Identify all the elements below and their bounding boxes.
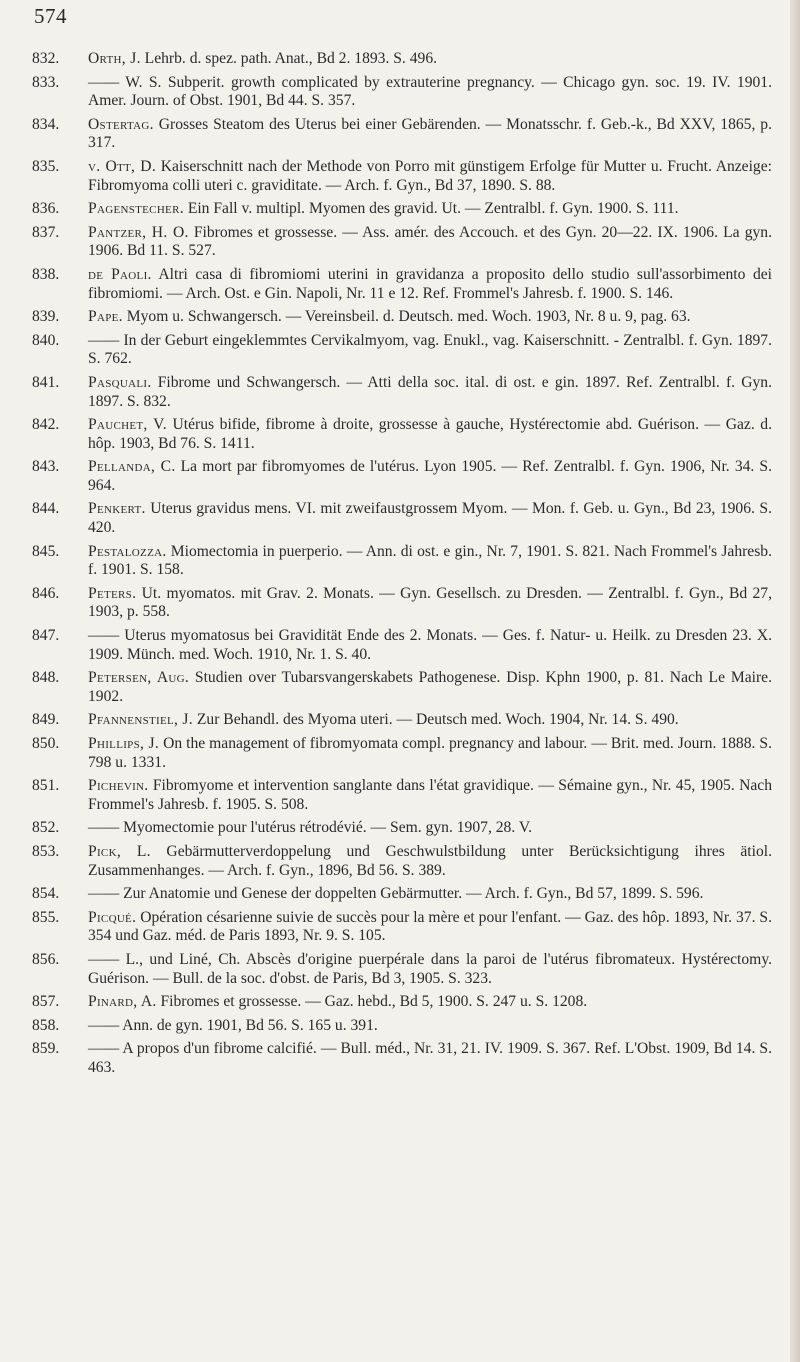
entry-number: 832. — [32, 50, 60, 67]
entry-number: 845. — [32, 542, 60, 560]
entry-author: Pestalozza. — [88, 542, 167, 560]
entry-text — [88, 308, 772, 327]
entry-author: Pagenstecher. — [88, 200, 184, 218]
entry-number: 843. — [32, 458, 60, 476]
entry-text — [88, 627, 772, 664]
bibliography-entry — [32, 332, 772, 369]
bibliography-entry — [32, 1017, 772, 1036]
bibliography-entry — [32, 1040, 772, 1077]
entry-author: Pinard, A. — [88, 993, 157, 1011]
entry-number: 858. — [32, 1016, 60, 1034]
entry-citation: Zur Behandl. des Myoma uteri. — Deutsch med. Woch. 1904, Nr. 14. S. 490. — [192, 711, 679, 729]
bibliography-entry — [32, 909, 772, 946]
entry-text — [88, 200, 772, 219]
entry-citation: —— Ann. de gyn. 1901, Bd 56. S. 165 u. 391. — [88, 1016, 378, 1034]
bibliography-entry — [32, 885, 772, 904]
entry-text — [88, 735, 772, 772]
entry-author: Pichevin. — [88, 777, 149, 795]
bibliography-entry — [32, 374, 772, 411]
entry-number: 838. — [32, 265, 60, 283]
entry-citation: —— W. S. Subperit. growth complicated by extrauterine pregnancy. — Chicago gyn. soc. 19. IV. 1901. Amer. Journ. of Obst. 1901, Bd 44. S. 357. — [88, 73, 772, 110]
bibliography-entry — [32, 74, 772, 111]
entry-citation: La mort par fibromyomes de l'utérus. Lyon 1905. — Ref. Zentralbl. f. Gyn. 1906, Nr. 34. S. 964. — [88, 458, 772, 494]
entry-citation: Studien over Tubarsvangerskabets Pathogenese. Disp. Kphn 1900, p. 81. Nach Le Maire. 1902. — [88, 669, 772, 705]
entry-text — [88, 416, 772, 453]
entry-text — [88, 458, 772, 495]
bibliography-entry — [32, 50, 772, 69]
entry-number: 850. — [32, 735, 60, 752]
entry-citation: Fibrome und Schwangersch. — Atti della soc. ital. di ost. e gin. 1897. Ref. Zentralbl. f. Gyn. 1897. S. 832. — [88, 373, 772, 410]
entry-author: Penkert. — [88, 500, 146, 518]
bibliography-entry — [32, 266, 772, 303]
entry-citation: Fibromyome et intervention sanglante dans l'état gravidique. — Sémaine gyn., Nr. 45, 1905. Nach Frommel's Jahresb. f. 1905. S. 508. — [88, 777, 772, 813]
entry-author: Ostertag. — [88, 115, 154, 133]
entry-citation: Fibromes et grossesse. — Gaz. hebd., Bd 5, 1900. S. 247 u. S. 1208. — [156, 993, 588, 1011]
bibliography-list — [32, 50, 772, 1083]
entry-text — [88, 1040, 772, 1077]
entry-text — [88, 158, 772, 195]
entry-citation: —— A propos d'un fibrome calcifié. — Bull. méd., Nr. 31, 21. IV. 1909. S. 367. Ref. L'Obst. 1909, Bd 14. S. 463. — [88, 1040, 772, 1076]
bibliography-entry — [32, 543, 772, 580]
bibliography-entry — [32, 458, 772, 495]
bibliography-entry — [32, 627, 772, 664]
entry-text — [88, 909, 772, 946]
entry-number: 855. — [32, 908, 60, 926]
entry-text — [88, 1017, 772, 1036]
entry-number: 852. — [32, 819, 60, 837]
entry-citation: —— L., und Liné, Ch. Abscès d'origine puerpérale dans la paroi de l'utérus fibromateux. Hystérectomy. Guérison. — Bull. de la soc. d'obst. de Paris, Bd 3, 1905. S. 323. — [88, 950, 772, 987]
page-edge — [790, 0, 800, 1362]
bibliography-entry — [32, 500, 772, 537]
entry-number: 848. — [32, 669, 60, 687]
bibliography-entry — [32, 669, 772, 706]
entry-author: de Paoli. — [88, 265, 152, 283]
entry-text — [88, 116, 772, 153]
entry-author: Petersen, Aug. — [88, 669, 190, 687]
entry-number: 844. — [32, 500, 60, 518]
entry-text — [88, 993, 772, 1012]
entry-number: 853. — [32, 842, 60, 860]
bibliography-entry — [32, 735, 772, 772]
entry-text — [88, 500, 772, 537]
entry-number: 836. — [32, 200, 60, 218]
entry-text — [88, 332, 772, 369]
entry-number: 856. — [32, 950, 60, 968]
entry-text — [88, 843, 772, 880]
entry-number: 847. — [32, 627, 60, 645]
entry-number: 854. — [32, 885, 60, 903]
entry-citation: Uterus gravidus mens. VI. mit zweifaustgrossem Myom. — Mon. f. Geb. u. Gyn., Bd 23, 1906. S. 420. — [88, 500, 772, 537]
entry-citation: Grosses Steatom des Uterus bei einer Gebärenden. — Monatsschr. f. Geb.-k., Bd XXV, 1865, p. 317. — [88, 115, 772, 152]
entry-text — [88, 819, 772, 838]
bibliography-entry — [32, 308, 772, 327]
entry-citation: Ein Fall v. multipl. Myomen des gravid. Ut. — Zentralbl. f. Gyn. 1900. S. 111. — [183, 200, 679, 218]
entry-number: 851. — [32, 777, 60, 795]
entry-author: Picqué. — [88, 908, 137, 926]
entry-text — [88, 374, 772, 411]
entry-citation: Lehrb. d. spez. path. Anat., Bd 2. 1893. S. 496. — [140, 50, 438, 67]
entry-author: Peters. — [88, 584, 137, 602]
entry-text — [88, 50, 772, 69]
entry-number: 859. — [32, 1040, 60, 1058]
entry-author: Orth, J. — [88, 50, 141, 67]
bibliography-entry — [32, 843, 772, 880]
entry-text — [88, 777, 772, 814]
entry-citation: —— Zur Anatomie und Genese der doppelten Gebärmutter. — Arch. f. Gyn., Bd 57, 1899. S. 596. — [88, 885, 704, 903]
entry-citation: Ut. myomatos. mit Grav. 2. Monats. — Gyn. Gesellsch. zu Dresden. — Zentralbl. f. Gyn., Bd 27, 1903, p. 558. — [88, 584, 772, 621]
entry-number: 833. — [32, 73, 60, 91]
bibliography-entry — [32, 711, 772, 730]
entry-text — [88, 669, 772, 706]
entry-number: 835. — [32, 157, 60, 175]
entry-author: v. Ott, D. — [88, 157, 157, 175]
entry-text — [88, 543, 772, 580]
bibliography-entry — [32, 585, 772, 622]
entry-author: Pantzer, H. O. — [88, 223, 189, 241]
entry-citation: Myom u. Schwangersch. — Vereinsbeil. d. Deutsch. med. Woch. 1903, Nr. 8 u. 9, pag. 63. — [122, 308, 691, 326]
entry-citation: Gebärmutterverdoppelung und Geschwulstbildung unter Berücksichtigung ihres ätiol. Zusammenhanges. — Arch. f. Gyn., 1896, Bd 56. S. 389. — [88, 842, 772, 879]
bibliography-entry — [32, 993, 772, 1012]
entry-author: Pick, L. — [88, 842, 151, 860]
entry-text — [88, 711, 772, 730]
entry-citation: Utérus bifide, fibrome à droite, grossesse à gauche, Hystérectomie abd. Guérison. — Gaz. d. hôp. 1903, Bd 76. S. 1411. — [88, 416, 772, 452]
entry-number: 846. — [32, 584, 60, 602]
entry-citation: —— Myomectomie pour l'utérus rétrodévié. — Sem. gyn. 1907, 28. V. — [88, 819, 533, 837]
entry-number: 842. — [32, 416, 60, 434]
bibliography-entry — [32, 416, 772, 453]
bibliography-entry — [32, 158, 772, 195]
entry-citation: Kaiserschnitt nach der Methode von Porro mit günstigem Erfolge für Mutter u. Frucht. Anzeige: Fibromyoma colli uteri c. graviditate. — Arch. f. Gyn., Bd 37, 1890. S. 88. — [88, 157, 772, 194]
entry-author: Pellanda, C. — [88, 458, 176, 476]
entry-citation: Miomectomia in puerperio. — Ann. di ost. e gin., Nr. 7, 1901. S. 821. Nach Frommel's Jahresb. f. 1901. S. 158. — [88, 542, 772, 579]
entry-author: Pasquali. — [88, 373, 152, 391]
entry-author: Pfannenstiel, J. — [88, 711, 193, 729]
bibliography-entry — [32, 951, 772, 988]
entry-text — [88, 885, 772, 904]
entry-author: Pape. — [88, 308, 123, 326]
entry-number: 837. — [32, 223, 60, 241]
entry-number: 849. — [32, 711, 60, 729]
bibliography-entry — [32, 116, 772, 153]
entry-citation: Altri casa di fibromiomi uterini in gravidanza a proposito dello studio sull'assorbimento dei fibromiomi. — Arch. Ost. e Gin. Napoli, Nr. 11 e 12. Ref. Frommel's Jahresb. f. 1900. S. 146. — [88, 265, 772, 302]
entry-citation: —— In der Geburt eingeklemmtes Cervikalmyom, vag. Enukl., vag. Kaiserschnitt. - Zentralbl. f. Gyn. 1897. S. 762. — [88, 331, 772, 368]
entry-author: Phillips, J. — [88, 735, 160, 752]
entry-text — [88, 74, 772, 111]
entry-number: 840. — [32, 331, 60, 349]
entry-text — [88, 266, 772, 303]
bibliography-entry — [32, 819, 772, 838]
entry-number: 839. — [32, 308, 60, 326]
entry-citation: Fibromes et grossesse. — Ass. amér. des Accouch. et des Gyn. 20—22. IX. 1906. La gyn. 1906. Bd 11. S. 527. — [88, 223, 772, 260]
entry-number: 857. — [32, 993, 60, 1011]
entry-citation: —— Uterus myomatosus bei Gravidität Ende des 2. Monats. — Ges. f. Natur- u. Heilk. zu Dresden 23. X. 1909. Münch. med. Woch. 1910, Nr. 1. S. 40. — [88, 627, 772, 663]
entry-citation: On the management of fibromyomata compl. pregnancy and labour. — Brit. med. Journ. 1888. S. 798 u. 1331. — [88, 735, 772, 771]
entry-number: 841. — [32, 373, 60, 391]
entry-text — [88, 224, 772, 261]
entry-author: Pauchet, V. — [88, 416, 167, 434]
page-number: 574 — [34, 4, 67, 28]
entry-number: 834. — [32, 115, 60, 133]
bibliography-entry — [32, 224, 772, 261]
entry-text — [88, 585, 772, 622]
bibliography-entry — [32, 200, 772, 219]
entry-citation: Opération césarienne suivie de succès pour la mère et pour l'enfant. — Gaz. des hôp. 1893, Nr. 37. S. 354 und Gaz. méd. de Paris 1893, Nr. 9. S. 105. — [88, 908, 772, 945]
entry-text — [88, 951, 772, 988]
bibliography-entry — [32, 777, 772, 814]
